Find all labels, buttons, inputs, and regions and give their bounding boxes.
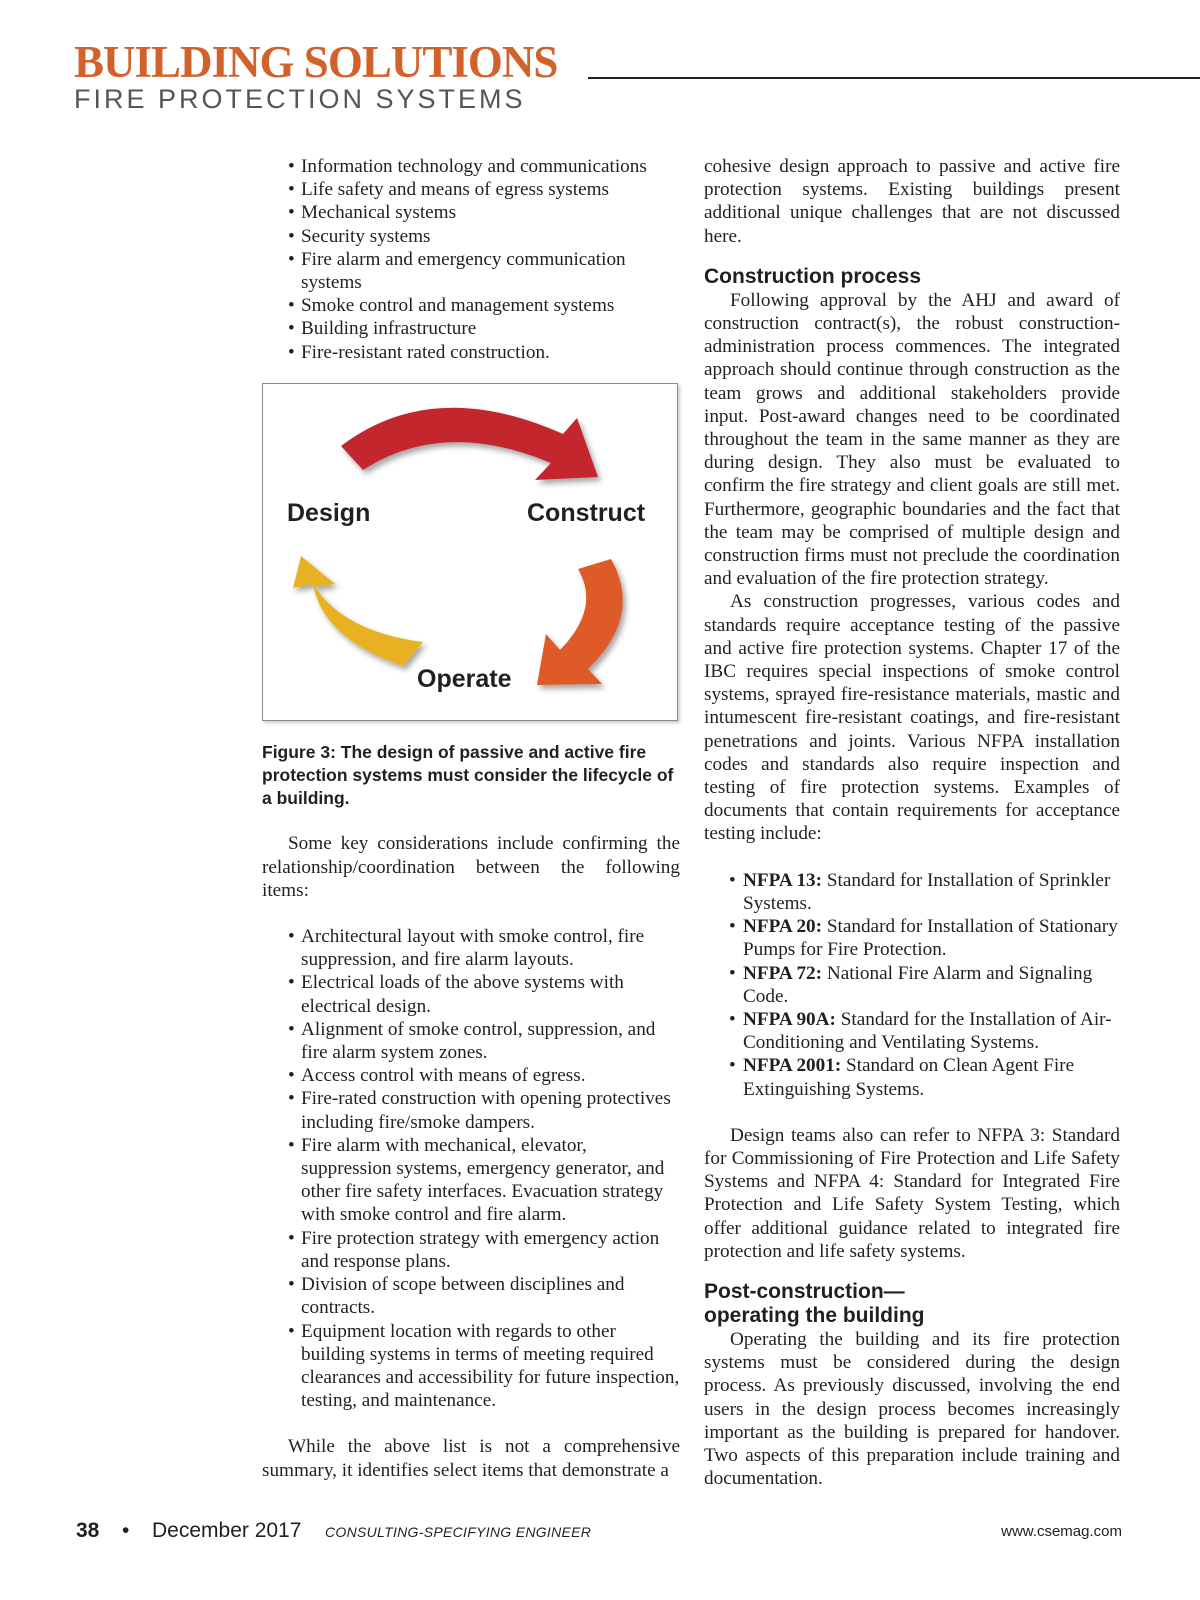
- paragraph: cohesive design approach to passive and active fire protection systems. Existing buildings present additional unique challenges that are not discussed here.: [704, 156, 1120, 247]
- list-item: [704, 915, 1120, 961]
- magazine-name: CONSULTING-SPECIFYING ENGINEER: [325, 1524, 592, 1540]
- list-item: • Electrical loads of the above systems with electrical design.: [262, 971, 680, 1017]
- list-item: • Information technology and communications: [262, 155, 680, 178]
- list-item: • Fire protection strategy with emergency action and response plans.: [262, 1227, 680, 1273]
- design-label: Design: [287, 498, 371, 527]
- standard-code: NFPA 2001:: [743, 1055, 842, 1077]
- operate-to-design-arrow: [293, 556, 423, 666]
- standard-desc: Standard for Installation of Stationary Pumps for Fire Protection.: [743, 916, 1118, 961]
- list-item: [704, 1054, 1120, 1100]
- paragraph: While the above list is not a comprehensive summary, it identifies select items that demonstrate a: [262, 1436, 680, 1481]
- left-column: [262, 155, 680, 1482]
- list-item: [704, 1008, 1120, 1054]
- list-item: • Fire alarm with mechanical, elevator, suppression systems, emergency generator, and other fire safety interfaces. Evacuation strategy with smoke control and fire alarm.: [262, 1134, 680, 1227]
- issue-date: December 2017: [152, 1519, 302, 1542]
- paragraph: As construction progresses, various codes and standards require acceptance testing of the passive and active fire protection systems. Chapter 17 of the IBC requires special inspections of smoke control systems, sprayed fire-resistance materials, mastic and intumescent fire-resistant coatings, and fire-resistant penetrations and joints. Various NFPA installation codes and standards also require inspection and testing of fire protection systems. Examples of documents that contain requirements for acceptance testing include:: [704, 591, 1120, 845]
- standard-code: NFPA 72:: [743, 962, 823, 984]
- paragraph: Operating the building and its fire protection systems must be considered during the design process. As previously discussed, involving the end users in the design process becomes increasingly important as the building is prepared for handover. Two aspects of this preparation include training and documentation.: [704, 1328, 1120, 1490]
- standard-code: NFPA 13:: [743, 869, 823, 891]
- list-item: • Fire-rated construction with opening protectives including fire/smoke dampers.: [262, 1087, 680, 1133]
- figure-caption: Figure 3: The design of passive and active fire protection systems must consider the lifecycle of a building.: [262, 741, 674, 809]
- website-url: www.csemag.com: [1001, 1523, 1122, 1540]
- section-title: BUILDING SOLUTIONS: [74, 37, 558, 87]
- heading-line: Post-construction—: [704, 1279, 905, 1303]
- right-column: [704, 155, 1120, 1490]
- list-item: [704, 962, 1120, 1008]
- list-item: • Architectural layout with smoke control, fire suppression, and fire alarm layouts.: [262, 925, 680, 971]
- design-to-construct-arrow: [341, 408, 598, 480]
- list-item: • Equipment location with regards to other building systems in terms of meeting required clearances and accessibility for future inspection, testing, and maintenance.: [262, 1320, 680, 1413]
- standard-desc: Standard for the Installation of Air-Conditioning and Ventilating Systems.: [743, 1008, 1112, 1054]
- standard-code: NFPA 20:: [743, 916, 823, 938]
- list-item: • Mechanical systems: [262, 201, 680, 224]
- considerations-list: [262, 925, 680, 1412]
- footer-bullet: •: [122, 1519, 130, 1542]
- list-item: • Access control with means of egress.: [262, 1064, 680, 1087]
- paragraph: Design teams also can refer to NFPA 3: Standard for Commissioning of Fire Protection and Life Safety Systems and NFPA 4: Standard for Integrated Fire Protection and Life Safety System Testing, which offer additional guidance related to integrated fire protection and life safety systems.: [704, 1124, 1120, 1262]
- section-subtitle: FIRE PROTECTION SYSTEMS: [74, 84, 526, 114]
- operate-label: Operate: [417, 664, 512, 693]
- systems-list: [262, 155, 680, 364]
- lifecycle-figure: [262, 383, 678, 721]
- list-item: • Fire alarm and emergency communication systems: [262, 248, 680, 294]
- post-construction-heading: [704, 1280, 1120, 1328]
- construct-label: Construct: [527, 498, 646, 527]
- list-item: • Security systems: [262, 225, 680, 248]
- page-footer: [0, 1519, 1200, 1549]
- list-item: • Building infrastructure: [262, 317, 680, 340]
- list-item: • Smoke control and management systems: [262, 294, 680, 317]
- list-item: • Life safety and means of egress systems: [262, 178, 680, 201]
- construct-to-operate-arrow: [537, 559, 623, 685]
- standard-desc: Standard for Installation of Sprinkler Systems.: [743, 869, 1111, 914]
- paragraph: Some key considerations include confirming the relationship/coordination between the following items:: [262, 833, 680, 901]
- standard-desc: National Fire Alarm and Signaling Code.: [743, 962, 1093, 1007]
- page-number: 38: [76, 1519, 100, 1542]
- heading-line: operating the building: [704, 1303, 925, 1327]
- standards-list: [704, 869, 1120, 1101]
- list-item: • Fire-resistant rated construction.: [262, 341, 680, 364]
- construction-heading: Construction process: [704, 264, 922, 288]
- header-rule: [588, 77, 1200, 79]
- list-item: [704, 869, 1120, 915]
- list-item: • Alignment of smoke control, suppression, and fire alarm system zones.: [262, 1018, 680, 1064]
- paragraph: Following approval by the AHJ and award of construction contract(s), the robust construction-administration process commences. The integrated approach should continue through construction as the team grows and additional stakeholders provide input. Post-award changes need to be coordinated throughout the team in the same manner as they are during design. They also must be evaluated to confirm the fire strategy and client goals are still met. Furthermore, geographic boundaries and the fact that the team may be comprised of multiple design and construction firms must not preclude the coordination and evaluation of the fire protection strategy.: [704, 289, 1120, 590]
- list-item: • Division of scope between disciplines and contracts.: [262, 1273, 680, 1319]
- standard-desc: Standard on Clean Agent Fire Extinguishing Systems.: [743, 1055, 1075, 1100]
- standard-code: NFPA 90A:: [743, 1008, 836, 1030]
